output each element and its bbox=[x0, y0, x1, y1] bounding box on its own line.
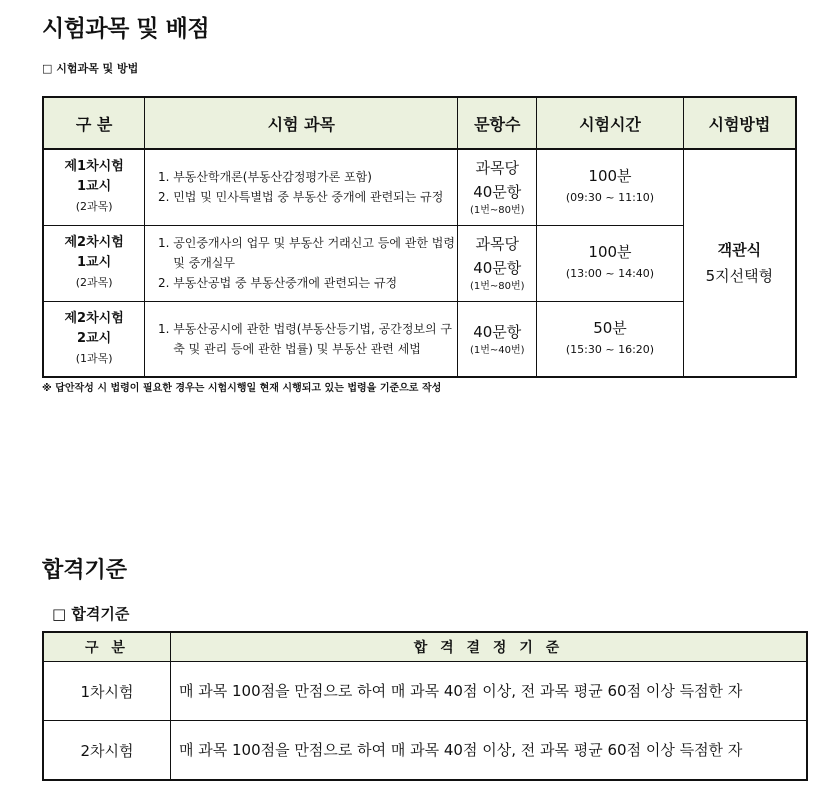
header-criteria: 합 격 결 정 기 준 bbox=[171, 632, 808, 662]
time-range: (13:00 ~ 14:40) bbox=[565, 267, 655, 280]
row-category bbox=[43, 301, 145, 377]
time-range: (15:30 ~ 16:20) bbox=[565, 342, 655, 356]
header-exam-time: 시험시간 bbox=[537, 97, 684, 149]
section-subtitle-pass-criteria: □ 합격기준 bbox=[52, 605, 130, 623]
time-duration: 50분 bbox=[593, 318, 627, 337]
table-row bbox=[43, 225, 796, 301]
section-title-pass-criteria: 합격기준 bbox=[42, 558, 128, 583]
time-range: (09:30 ~ 11:10) bbox=[565, 191, 655, 205]
category-period: 1교시 bbox=[77, 255, 112, 270]
qty-range: (1번~80번) bbox=[469, 205, 525, 217]
subject-item: 1. 부동산공시에 관한 법령(부동산등기법, 공간정보의 구축 및 관리 등에 관한 법률) 및 부동산 관련 세법 bbox=[173, 319, 457, 359]
row-exam-time bbox=[537, 225, 684, 301]
header-exam-method: 시험방법 bbox=[683, 97, 796, 149]
category-period: 1교시 bbox=[77, 179, 112, 195]
pass-category: 1차시험 bbox=[43, 662, 171, 721]
category-subject-count: (1과목) bbox=[75, 351, 113, 365]
header-category: 구 분 bbox=[43, 97, 145, 149]
qty-count: 40문항 bbox=[473, 183, 522, 202]
header-question-count: 문항수 bbox=[458, 97, 537, 149]
row-subjects bbox=[145, 149, 458, 225]
row-category bbox=[43, 149, 145, 225]
table-row bbox=[43, 662, 807, 721]
qty-per-subject: 과목당 bbox=[475, 235, 519, 253]
table-header-row bbox=[43, 97, 796, 149]
row-subjects bbox=[145, 225, 458, 301]
row-question-count bbox=[458, 301, 537, 377]
qty-count: 40문항 bbox=[473, 322, 522, 341]
time-duration: 100분 bbox=[588, 167, 632, 186]
qty-per-subject: 과목당 bbox=[475, 159, 519, 178]
qty-count: 40문항 bbox=[473, 259, 522, 277]
subject-item: 1. 공인중개사의 업무 및 부동산 거래신고 등에 관한 법령 및 중개실무 bbox=[173, 233, 457, 273]
pass-criteria-text: 매 과목 100점을 만점으로 하여 매 과목 40점 이상, 전 과목 평균 60점 이상 득점한 자 bbox=[171, 721, 808, 781]
category-exam: 제1차시험 bbox=[64, 159, 124, 175]
row-exam-time bbox=[537, 301, 684, 377]
table-row bbox=[43, 149, 796, 225]
row-category bbox=[43, 225, 145, 301]
table-row bbox=[43, 721, 807, 781]
exam-method-cell bbox=[683, 149, 796, 377]
row-exam-time bbox=[537, 149, 684, 225]
time-duration: 100분 bbox=[588, 243, 632, 261]
subject-item: 2. 부동산공법 중 부동산중개에 관련되는 규정 bbox=[173, 273, 457, 293]
exam-subjects-table bbox=[42, 96, 797, 378]
category-period: 2교시 bbox=[77, 330, 112, 346]
row-subjects bbox=[145, 301, 458, 377]
subject-item: 1. 부동산학개론(부동산감정평가론 포함) bbox=[173, 167, 457, 187]
row-question-count bbox=[458, 149, 537, 225]
category-subject-count: (2과목) bbox=[75, 200, 113, 214]
pass-category: 2차시험 bbox=[43, 721, 171, 781]
section-title-exam-subjects: 시험과목 및 배점 bbox=[42, 16, 210, 42]
subject-item: 2. 민법 및 민사특별법 중 부동산 중개에 관련되는 규정 bbox=[173, 187, 457, 207]
section-subtitle-exam-method: □ 시험과목 및 방법 bbox=[42, 62, 139, 75]
method-type: 객관식 bbox=[717, 241, 762, 259]
row-question-count bbox=[458, 225, 537, 301]
qty-range: (1번~40번) bbox=[469, 344, 525, 356]
pass-criteria-text: 매 과목 100점을 만점으로 하여 매 과목 40점 이상, 전 과목 평균 60점 이상 득점한 자 bbox=[171, 662, 808, 721]
table-header-row bbox=[43, 632, 807, 662]
table-row bbox=[43, 301, 796, 377]
legal-basis-note: ※ 답안작성 시 법령이 필요한 경우는 시험시행일 현재 시행되고 있는 법령을 기준으로 작성 bbox=[42, 383, 442, 394]
category-exam: 제2차시험 bbox=[64, 310, 124, 326]
header-subjects: 시험 과목 bbox=[145, 97, 458, 149]
method-detail: 5지선택형 bbox=[705, 267, 774, 285]
category-exam: 제2차시험 bbox=[64, 235, 124, 250]
pass-criteria-table bbox=[42, 631, 808, 781]
qty-range: (1번~80번) bbox=[469, 281, 525, 292]
category-subject-count: (2과목) bbox=[75, 276, 113, 289]
header-category: 구 분 bbox=[43, 632, 171, 662]
